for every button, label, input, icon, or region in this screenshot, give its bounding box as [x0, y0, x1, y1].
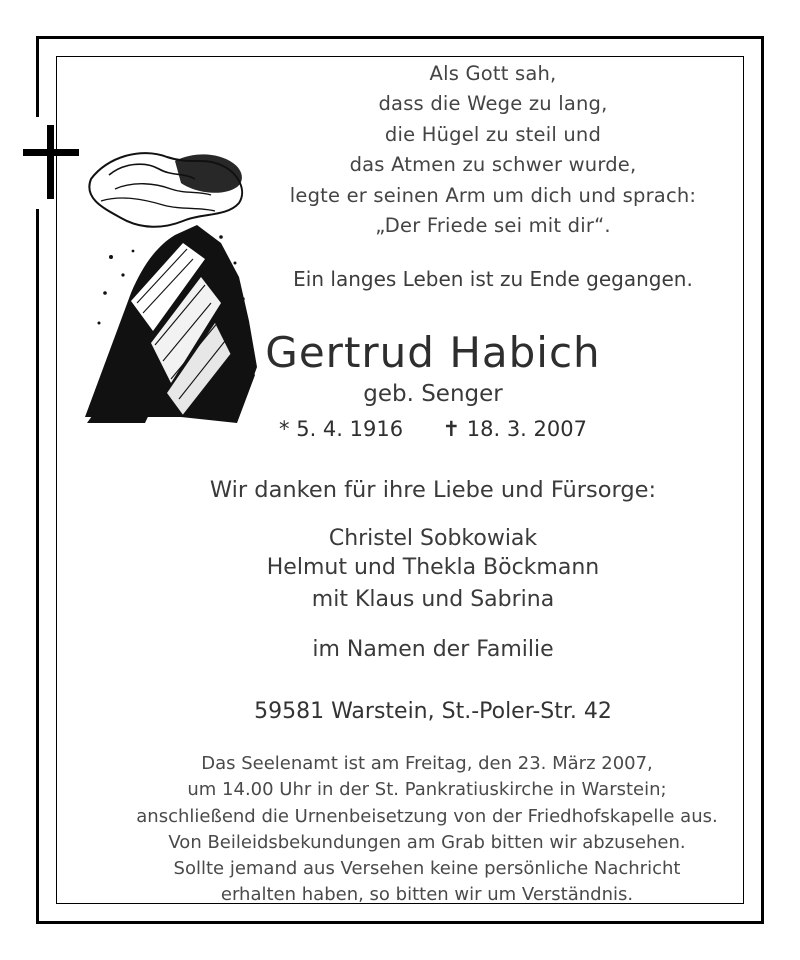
service-line: um 14.00 Uhr in der St. Pankratiuskirche in Warstein; [187, 779, 667, 801]
lead-line: Ein langes Leben ist zu Ende gegangen. [293, 267, 693, 292]
address-block [119, 699, 747, 724]
mourner-name: Helmut und Thekla Böckmann [266, 554, 600, 580]
service-details [101, 751, 753, 909]
thanks-heading: Wir danken für ihre Liebe und Fürsorge: [209, 477, 657, 503]
service-line: erhalten haben, so bitten wir um Verständnis. [220, 884, 634, 906]
birth-symbol: * [279, 417, 290, 442]
service-details-block [101, 751, 753, 909]
christian-cross-icon [23, 125, 79, 199]
family-line: im Namen der Familie [312, 636, 554, 662]
mourner-name: Christel Sobkowiak [328, 526, 538, 551]
cross-horizontal-bar [23, 149, 79, 156]
poem-line: Als Gott sah, [429, 62, 557, 85]
mourner-name: mit Klaus und Sabrina [311, 587, 555, 613]
poem-line: dass die Wege zu lang, [378, 92, 608, 116]
death-symbol: ✝ [442, 417, 461, 442]
death-notice-card [36, 36, 764, 924]
birth-date: 5. 4. 1916 [296, 417, 404, 442]
poem-line: das Atmen zu schwer wurde, [349, 153, 637, 177]
service-line: anschließend die Urnenbeisetzung von der Friedhofskapelle aus. [136, 805, 718, 827]
service-line: Sollte jemand aus Versehen keine persönliche Nachricht [173, 858, 681, 880]
service-line: Von Beileidsbekundungen am Grab bitten wir abzusehen. [168, 831, 686, 853]
poem-line: legte er seinen Arm um dich und sprach: [289, 183, 697, 207]
poem-line: die Hügel zu steil und [384, 122, 602, 146]
deceased-name-block [119, 328, 747, 442]
poem-line: „Der Friede sei mit dir“. [375, 214, 611, 238]
life-dates [119, 417, 747, 441]
maiden-name: geb. Senger [363, 381, 503, 408]
deceased-name: Gertrud Habich [265, 328, 601, 377]
poem-block [249, 59, 737, 241]
cross-vertical-bar [47, 125, 54, 199]
notice-text-column [136, 59, 737, 906]
service-line: Das Seelenamt ist am Freitag, den 23. März 2007, [201, 753, 653, 774]
thanks-block [119, 477, 747, 662]
address-line: 59581 Warstein, St.-Poler-Str. 42 [254, 699, 612, 724]
death-date: 18. 3. 2007 [466, 417, 587, 442]
